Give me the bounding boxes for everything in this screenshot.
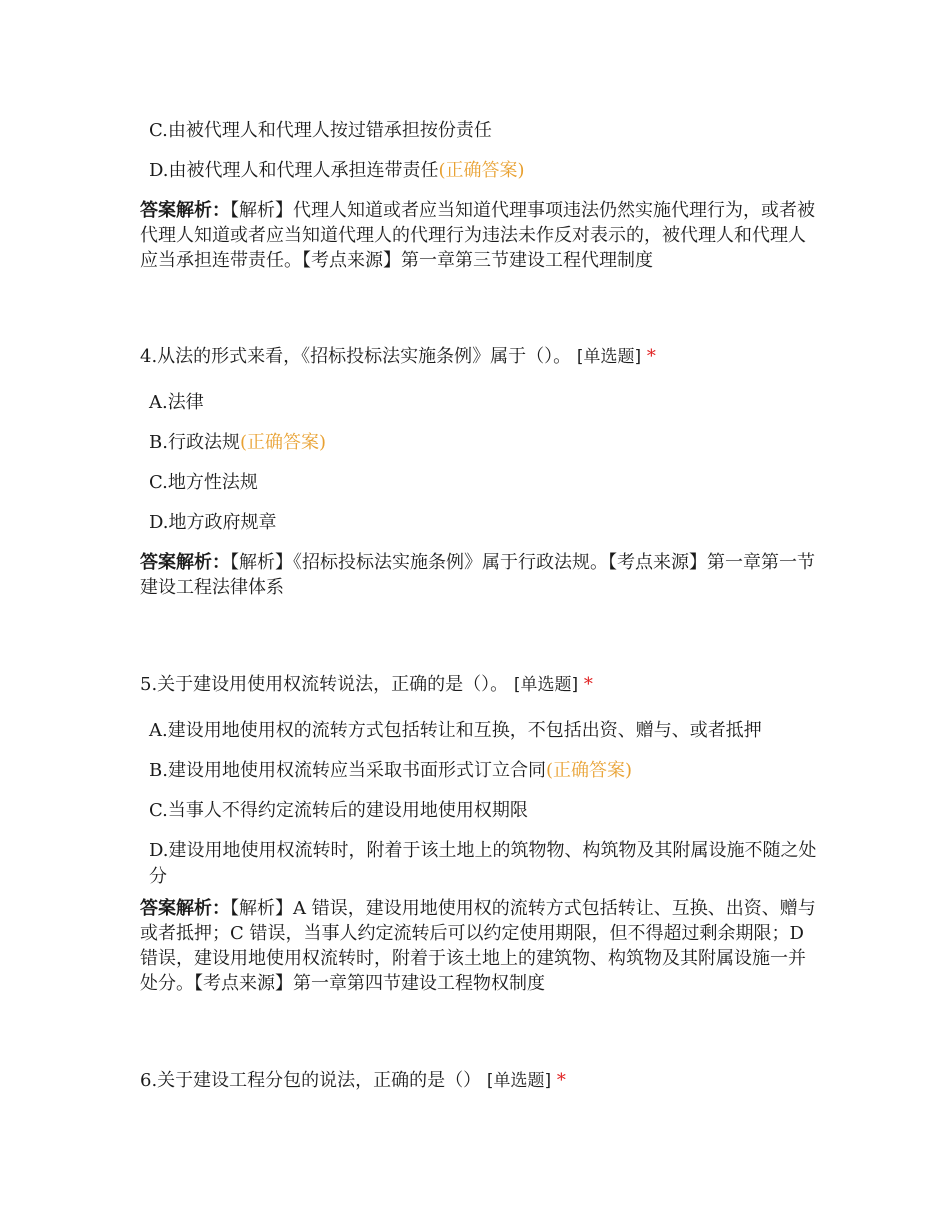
analysis-label: 答案解析： [140, 552, 230, 573]
option-c[interactable]: C.当事人不得约定流转后的建设用地使用权期限 [149, 800, 528, 821]
required-mark: * [646, 346, 656, 367]
answer-analysis [140, 198, 820, 273]
question-title: 6.关于建设工程分包的说法，正确的是（） [单选题] * [140, 1070, 566, 1091]
answer-analysis [140, 550, 820, 600]
analysis-label: 答案解析： [140, 898, 230, 919]
question-title: 4.从法的形式来看，《招标投标法实施条例》属于（）。 [单选题] * [140, 346, 656, 367]
option-c[interactable]: C.由被代理人和代理人按过错承担按份责任 [149, 120, 492, 141]
question-3 [140, 118, 820, 273]
correct-answer-tag: (正确答案) [545, 760, 632, 781]
question-4 [140, 344, 820, 600]
option-d[interactable]: D.地方政府规章 [149, 512, 277, 533]
question-type: [单选题] [486, 1071, 552, 1091]
option-c[interactable]: C.地方性法规 [149, 472, 258, 493]
question-title: 5.关于建设用使用权流转说法，正确的是（）。 [单选题] * [140, 674, 593, 695]
question-document [140, 118, 820, 1114]
question-type: [单选题] [513, 675, 579, 695]
option-b[interactable]: B.行政法规(正确答案) [149, 432, 326, 453]
option-a[interactable]: A.法律 [149, 392, 204, 413]
required-mark: * [556, 1070, 566, 1091]
required-mark: * [583, 674, 593, 695]
correct-answer-tag: (正确答案) [239, 432, 326, 453]
analysis-text: 【解析】《招标投标法实施条例》属于行政法规。【考点来源】第一章第一节建设工程法律体系 [140, 552, 815, 598]
analysis-text: 【解析】A 错误，建设用地使用权的流转方式包括转让、互换、出资、赠与或者抵押；C 错误，当事人约定流转后可以约定使用期限，但不得超过剩余期限；D 错误，建设用地使用权流转时，附着于该土地上的建筑物、构筑物及其附属设施一并处分。【考点来源】第一章第四节建设工程物权制度 [140, 898, 816, 994]
option-d[interactable]: D.由被代理人和代理人承担连带责任(正确答案) [149, 160, 525, 181]
answer-analysis [140, 896, 820, 996]
option-d[interactable]: D.建设用地使用权流转时，附着于该土地上的筑物物、构筑物及其附属设施不随之处分 [149, 840, 817, 887]
question-5 [140, 672, 820, 996]
question-type: [单选题] [576, 347, 642, 367]
option-a[interactable]: A.建设用地使用权的流转方式包括转让和互换，不包括出资、赠与、或者抵押 [149, 720, 762, 741]
analysis-text: 【解析】代理人知道或者应当知道代理事项违法仍然实施代理行为，或者被代理人知道或者应当知道代理人的代理行为违法未作反对表示的，被代理人和代理人应当承担连带责任。【考点来源】第一章第三节建设工程代理制度 [140, 200, 815, 271]
question-6 [140, 1068, 820, 1094]
correct-answer-tag: (正确答案) [438, 160, 525, 181]
analysis-label: 答案解析： [140, 200, 230, 221]
option-b[interactable]: B.建设用地使用权流转应当采取书面形式订立合同(正确答案) [149, 760, 632, 781]
